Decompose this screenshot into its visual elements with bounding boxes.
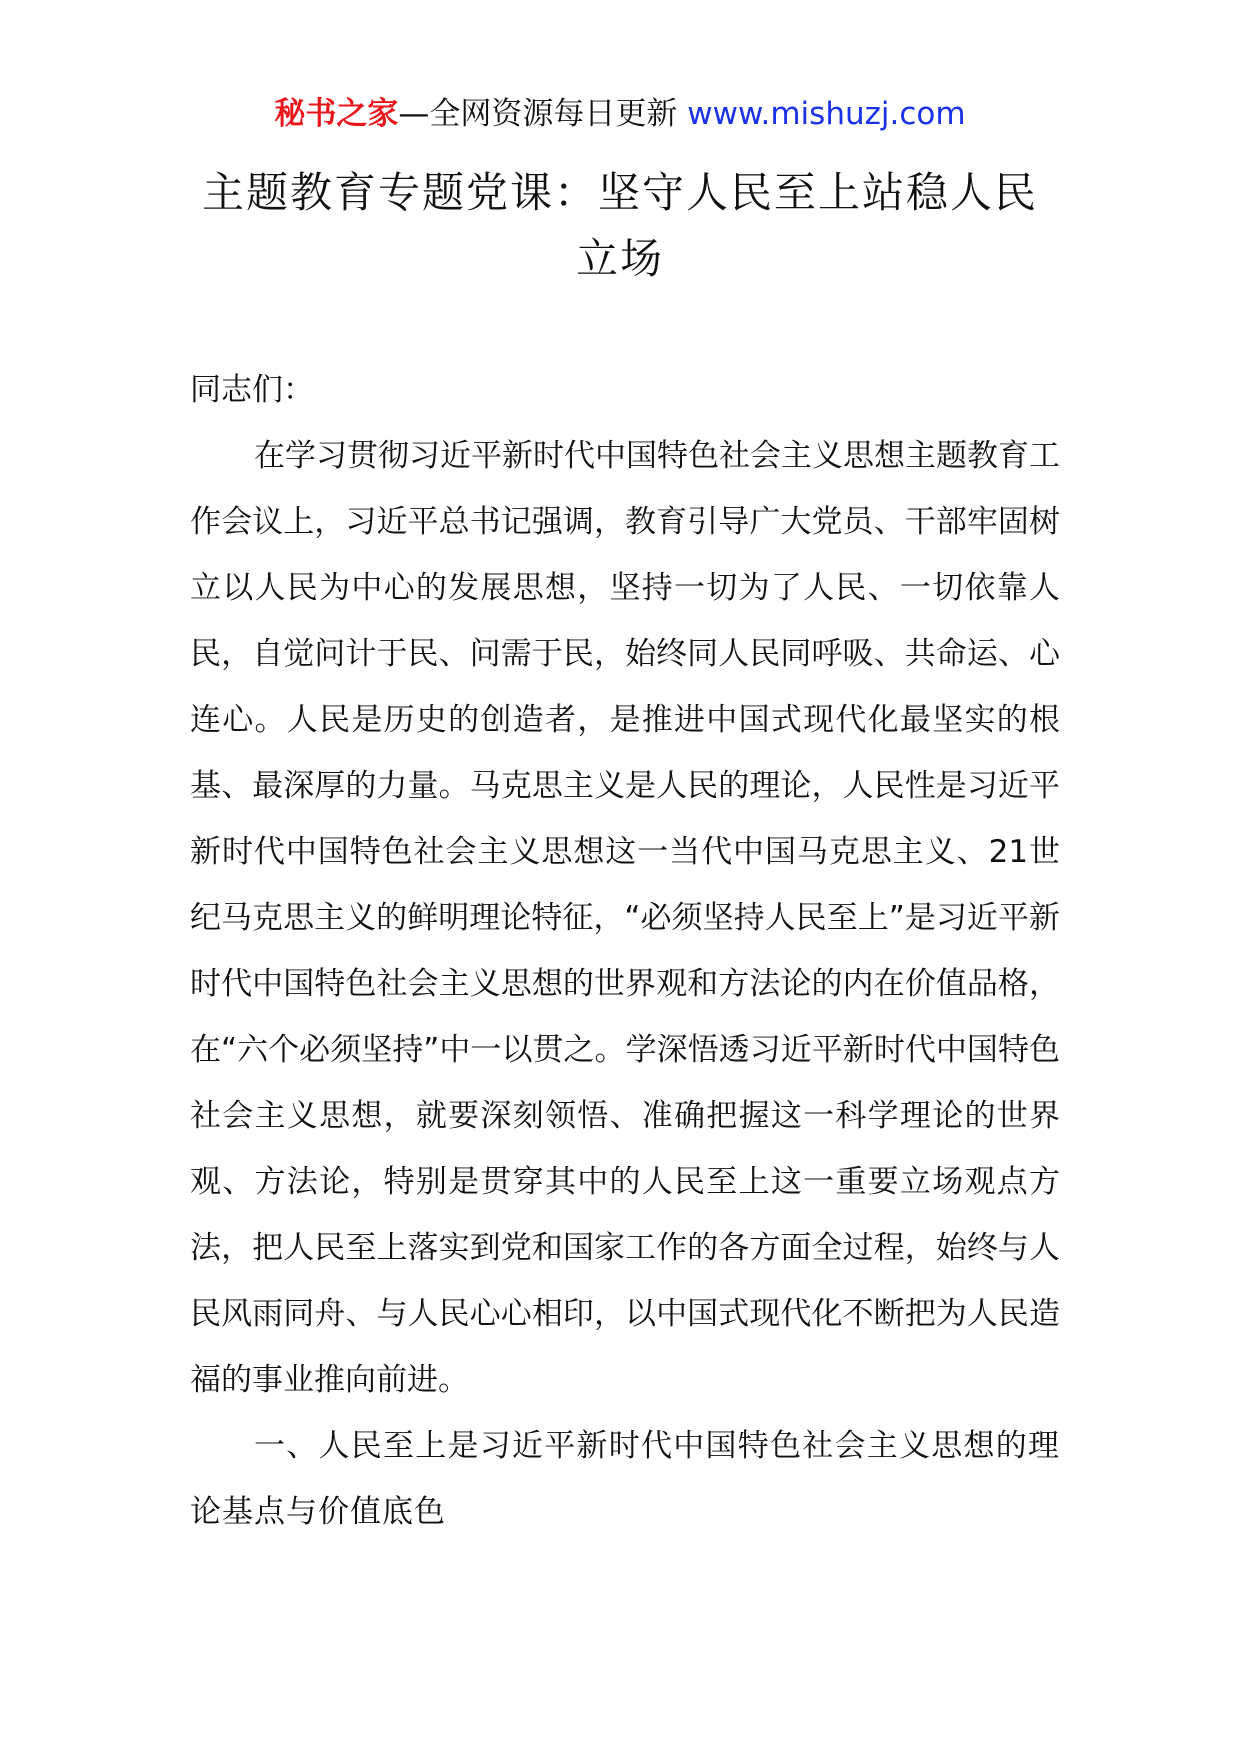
document-title: 主题教育专题党课：坚守人民至上站稳人民立场 xyxy=(201,168,1038,283)
brand-name: 秘书之家 xyxy=(274,96,399,132)
brand-tagline: —全网资源每日更新 xyxy=(398,96,678,132)
salutation: 同志们： xyxy=(190,372,314,408)
section-heading: 一、人民至上是习近平新时代中国特色社会主义思想的理论基点与价值底色 xyxy=(190,1428,1060,1530)
body-paragraph: 在学习贯彻习近平新时代中国特色社会主义思想主题教育工作会议上，习近平总书记强调，教育引导广大党员、干部牢固树立以人民为中心的发展思想，坚持一切为了人民、一切依靠人民，自觉问计于民、问需于民，始终同人民同呼吸、共命运、心连心。人民是历史的创造者，是推进中国式现代化最坚实的根基、最深厚的力量。马克思主义是人民的理论，人民性是习近平新时代中国特色社会主义思想这一当代中国马克思主义、21世纪马克思主义的鲜明理论特征，“必须坚持人民至上”是习近平新时代中国特色社会主义思想的世界观和方法论的内在价值品格，在“六个必须坚持”中一以贯之。学深悟透习近平新时代中国特色社会主义思想，就要深刻领悟、准确把握这一科学理论的世界观、方法论，特别是贯穿其中的人民至上这一重要立场观点方法，把人民至上落实到党和国家工作的各方面全过程，始终与人民风雨同舟、与人民心心相印，以中国式现代化不断把为人民造福的事业推向前进。 xyxy=(190,438,1060,1398)
site-url: www.mishuzj.com xyxy=(687,96,966,132)
site-watermark-header xyxy=(0,92,1240,136)
document-body xyxy=(190,357,1060,1545)
